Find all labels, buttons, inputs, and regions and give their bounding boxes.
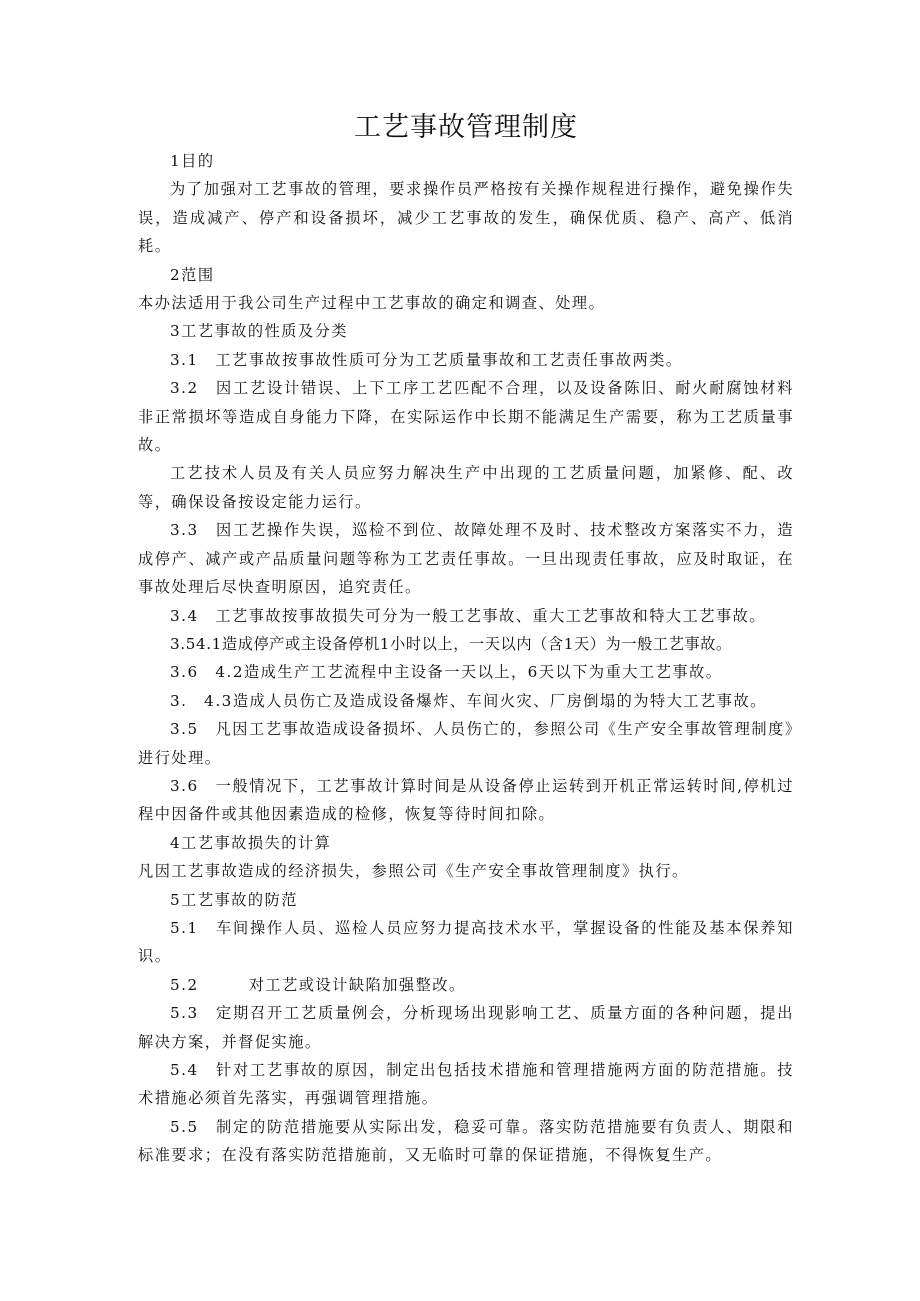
clause-major-accident: 3.6 4.2造成生产工艺流程中主设备一天以上，6天以下为重大工艺事故。 [170, 663, 723, 682]
section-heading-prevention: 5工艺事故的防范 [170, 890, 298, 909]
document-body [138, 147, 794, 1170]
clause-3-5: 3.5 凡因工艺事故造成设备损坏、人员伤亡的，参照公司《生产安全事故管理制度》进行处理。 [138, 720, 794, 767]
clause-3-4: 3.4 工艺事故按事故损失可分为一般工艺事故、重大工艺事故和特大工艺事故。 [170, 606, 767, 625]
section-heading-loss: 4工艺事故损失的计算 [170, 833, 332, 852]
clause-5-5: 5.5 制定的防范措施要从实际出发，稳妥可靠。落实防范措施要有负责人、期限和标准要求；在没有落实防范措施前，又无临时可靠的保证措施，不得恢复生产。 [138, 1117, 794, 1165]
paragraph-quality-issues: 工艺技术人员及有关人员应努力解决生产中出现的工艺质量问题，加紧修、配、改等，确保设备按设定能力运行。 [138, 464, 794, 511]
clause-3-3: 3.3 因工艺操作失误，巡检不到位、故障处理不及时、技术整改方案落实不力，造成停产、减产或产品质量问题等称为工艺责任事故。一旦出现责任事故，应及时取证，在事故处理后尽快查明原因，追究责任。 [138, 521, 794, 597]
paragraph-scope: 本办法适用于我公司生产过程中工艺事故的确定和调查、处理。 [138, 294, 606, 313]
document-title: 工艺事故管理制度 [354, 112, 578, 143]
clause-general-accident: 3.54.1造成停产或主设备停机1小时以上，一天以内（含1天）为一般工艺事故。 [170, 634, 732, 653]
clause-severe-accident: 3. 4.3造成人员伤亡及造成设备爆炸、车间火灾、厂房倒塌的为特大工艺事故。 [170, 691, 767, 710]
paragraph-purpose: 为了加强对工艺事故的管理，要求操作员严格按有关操作规程进行操作，避免操作失误，造成减产、停产和设备损坏，减少工艺事故的发生，确保优质、稳产、高产、低消耗。 [138, 180, 794, 256]
clause-5-4: 5.4 针对工艺事故的原因，制定出包括技术措施和管理措施两方面的防范措施。技术措施必须首先落实，再强调管理措施。 [138, 1061, 794, 1108]
clause-5-1: 5.1 车间操作人员、巡检人员应努力提高技术水平，掌握设备的性能及基本保养知识。 [138, 918, 794, 966]
section-heading-scope: 2范围 [170, 265, 215, 284]
section-heading-classification: 3工艺事故的性质及分类 [170, 322, 349, 341]
section-heading-purpose: 1目的 [170, 152, 215, 170]
paragraph-loss: 凡因工艺事故造成的经济损失，参照公司《生产安全事故管理制度》执行。 [138, 862, 689, 881]
clause-3-6: 3.6 一般情况下，工艺事故计算时间是从设备停止运转到开机正常运转时间,停机过程中因备件或其他因素造成的检修，恢复等待时间扣除。 [138, 776, 794, 824]
clause-3-1: 3.1 工艺事故按事故性质可分为工艺质量事故和工艺责任事故两类。 [170, 350, 683, 369]
clause-3-2: 3.2 因工艺设计错误、上下工序工艺匹配不合理，以及设备陈旧、耐火耐腐蚀材料非正常损坏等造成自身能力下降，在实际运作中长期不能满足生产需要，称为工艺质量事故。 [138, 379, 794, 455]
clause-5-3: 5.3 定期召开工艺质量例会，分析现场出现影响工艺、质量方面的各种问题，提出解决方案，并督促实施。 [138, 1004, 794, 1051]
clause-5-2: 5.2 对工艺或设计缺陷加强整改。 [170, 975, 466, 994]
